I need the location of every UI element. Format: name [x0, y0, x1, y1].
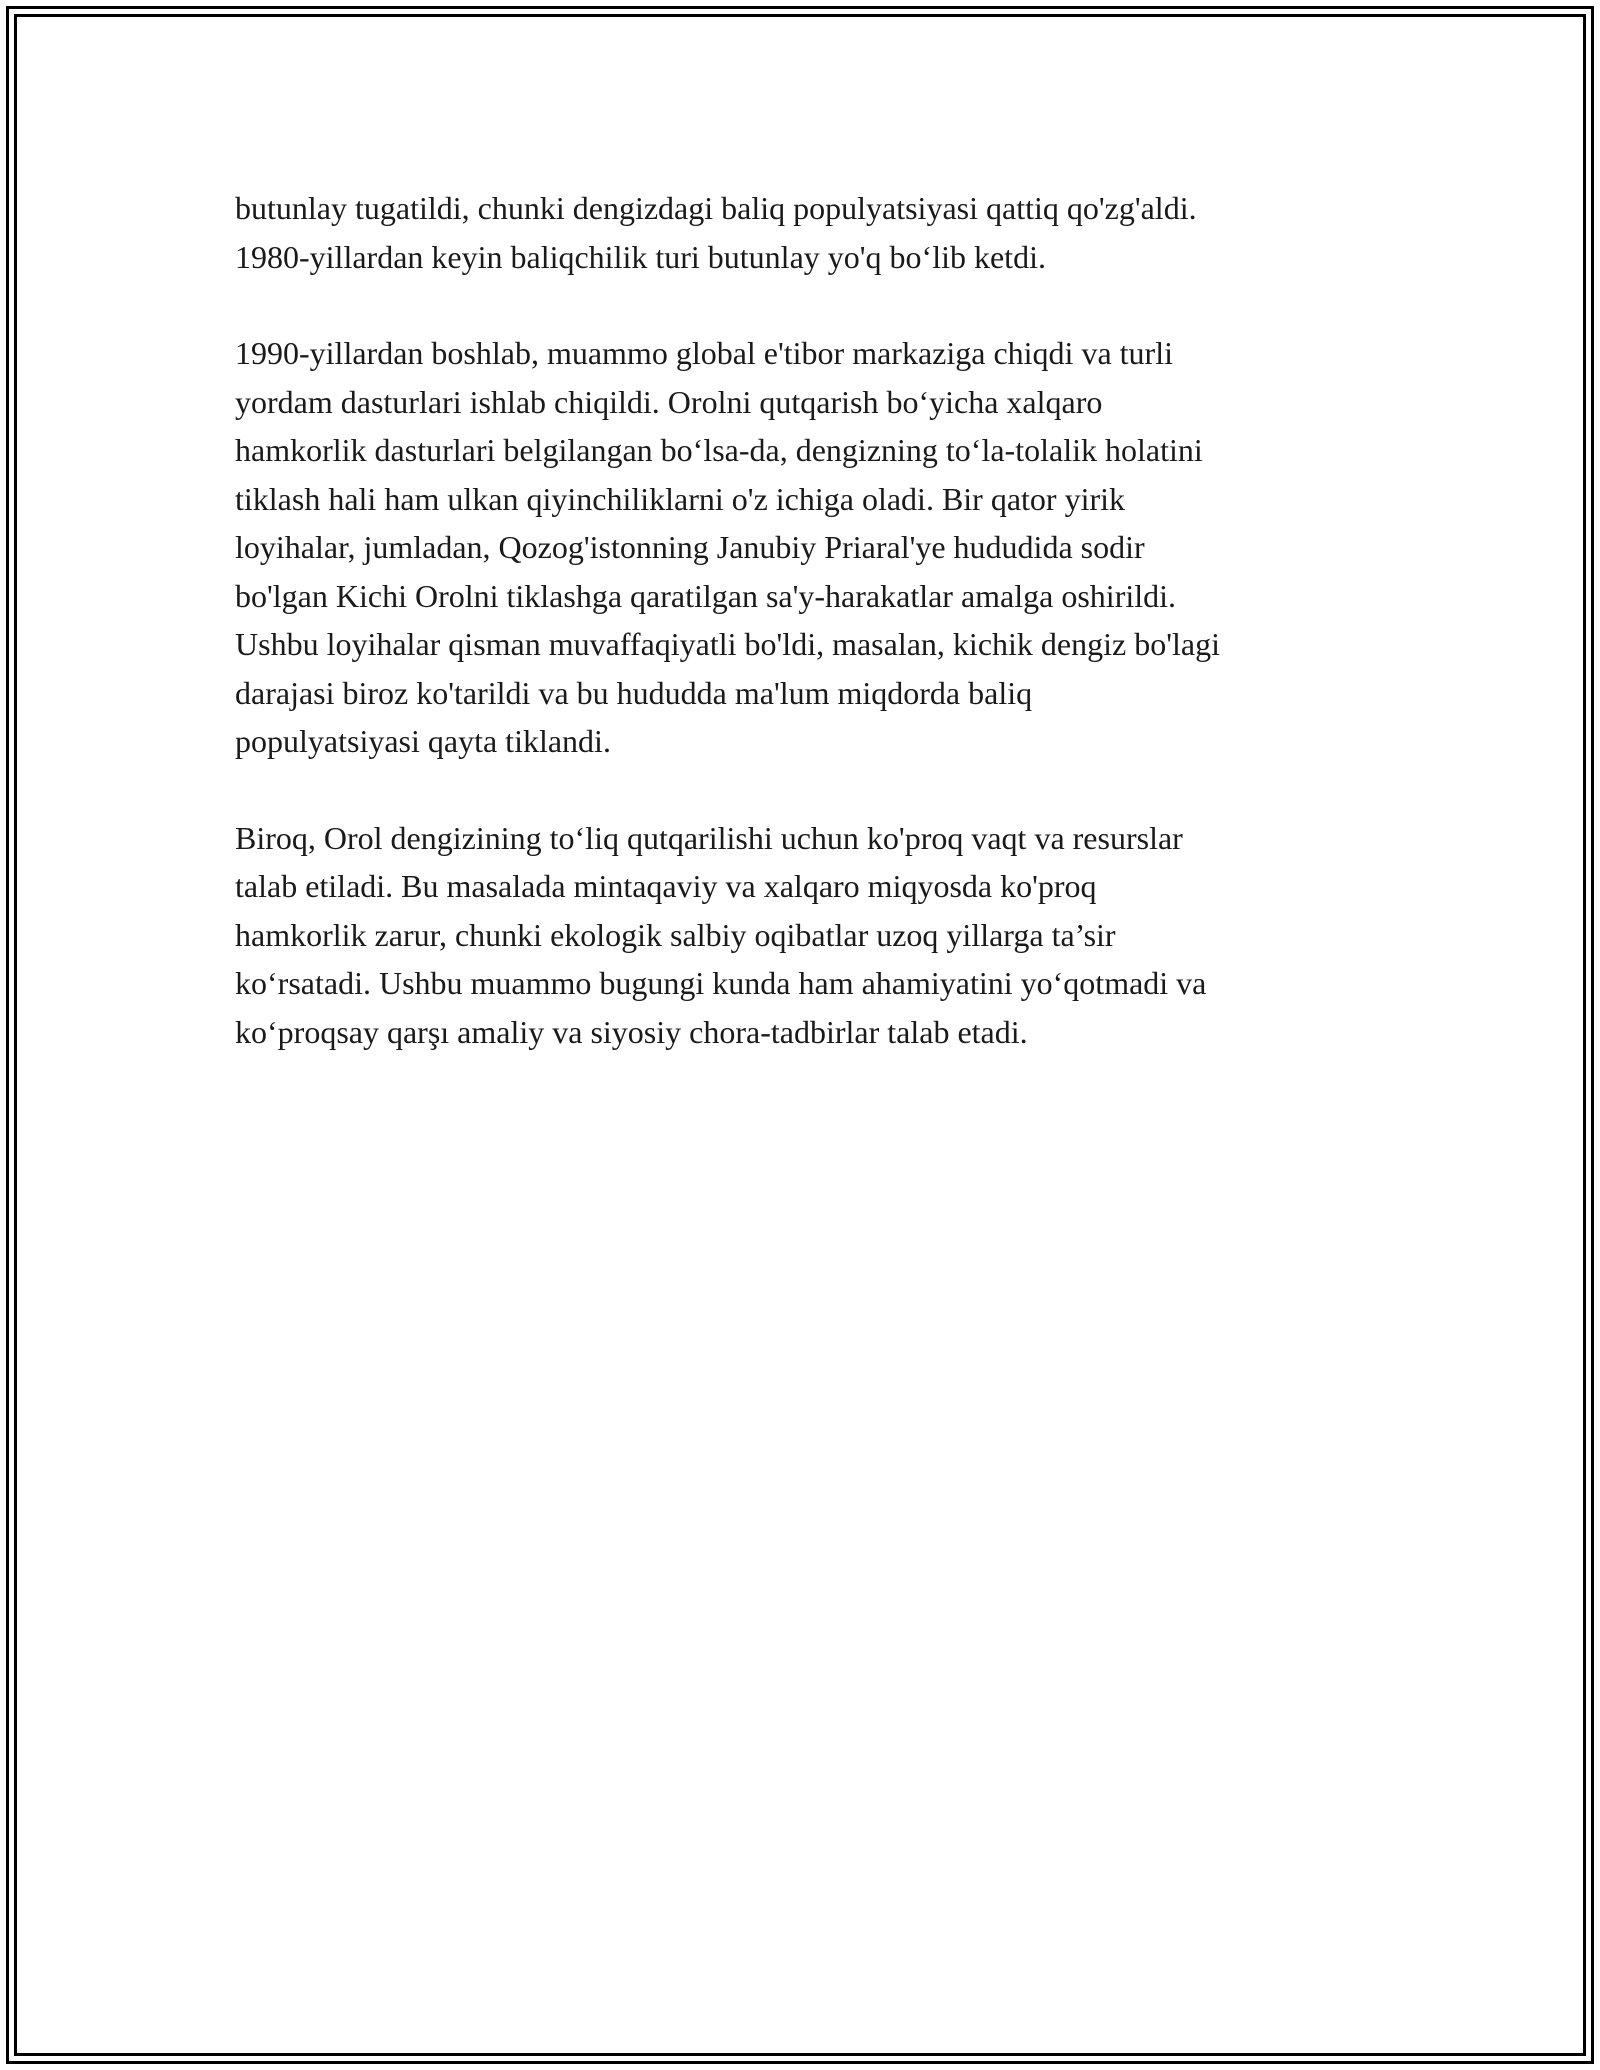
paragraph-2: 1990-yillardan boshlab, muammo global e'tibor markaziga chiqdi va turli yordam dasturlari ishlab chiqildi. Orolni qutqarish bo‘yicha xalqaro hamkorlik dasturlari belgilangan bo‘lsa-da, dengizning to‘la-tolalik holatini tiklash hali ham ulkan qiyinchiliklarni o'z ichiga oladi. Bir qator yirik loyihalar, jumladan, Qozog'istonning Janubiy Priaral'ye hududida sodir bo'lgan Kichi Orolni tiklashga qaratilgan sa'y-harakatlar amalga oshirildi. Ushbu loyihalar qisman muvaffaqiyatli bo'ldi, masalan, kichik dengiz bo'lagi darajasi biroz ko'tarildi va bu hududda ma'lum miqdorda baliq populyatsiyasi qayta tiklandi. [235, 335, 1220, 759]
paragraph-3: Biroq, Orol dengizining to‘liq qutqarilishi uchun ko'proq vaqt va resurslar talab etiladi. Bu masalada mintaqaviy va xalqaro miqyosda ko'proq hamkorlik zarur, chunki ekologik salbiy oqibatlar uzoq yillarga ta’sir ko‘rsatadi. Ushbu muammo bugungi kunda ham ahamiyatini yo‘qotmadi va ko‘proqsay qarşı amaliy va siyosiy chora-tadbirlar talab etadi. [235, 819, 1207, 1050]
paragraph-1: butunlay tugatildi, chunki dengizdagi baliq populyatsiyasi qattiq qo'zg'aldi. 1980-yillardan keyin baliqchilik turi butunlay yo'q bo‘lib ketdi. [235, 190, 1197, 275]
document-body [235, 184, 1375, 1104]
